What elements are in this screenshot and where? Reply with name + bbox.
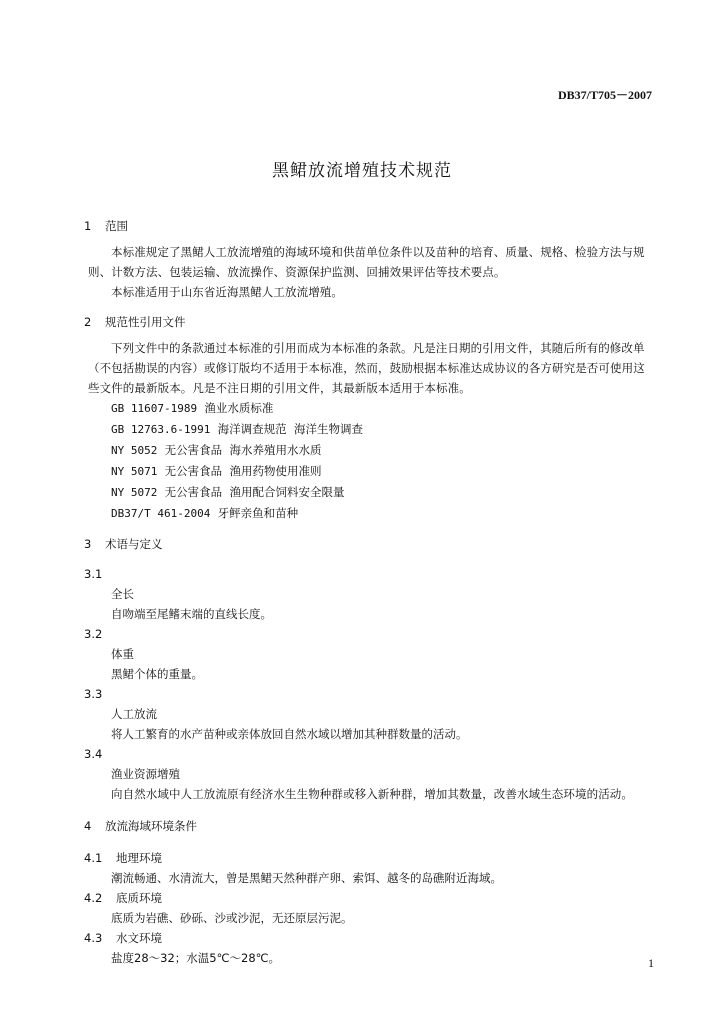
term-number: 3.4 xyxy=(84,747,103,761)
section-title: 范围 xyxy=(105,219,128,233)
term-name: 人工放流 xyxy=(111,707,157,721)
section-title: 规范性引用文件 xyxy=(105,315,186,329)
section-title: 放流海域环境条件 xyxy=(105,819,197,833)
term-definition: 黑鲪个体的重量。 xyxy=(111,667,203,681)
paragraph: 本标准适用于山东省近海黑鲪人工放流增殖。 xyxy=(111,285,343,299)
term-name: 渔业资源增殖 xyxy=(111,767,180,781)
term-definition: 自吻端至尾鳍末端的直线长度。 xyxy=(111,607,272,621)
term-name: 全长 xyxy=(111,587,134,601)
subsection-text: 底质为岩礁、砂砾、沙或沙泥，无还原层污泥。 xyxy=(111,911,353,925)
section-heading-2 xyxy=(84,314,654,330)
term-definition: 将人工繁育的水产苗种或亲体放回自然水域以增加其种群数量的活动。 xyxy=(111,727,468,741)
term-number: 3.3 xyxy=(84,687,103,701)
section-number: 3 xyxy=(84,537,92,551)
standard-code: DB37/T705－2007 xyxy=(557,88,652,102)
section-heading-4 xyxy=(84,818,654,834)
document-body xyxy=(84,218,654,968)
reference-item: NY 5052 无公害食品 海水养殖用水水质 xyxy=(111,443,322,457)
document-title: 黑鲪放流增殖技术规范 xyxy=(272,161,452,181)
subsection-heading: 4.1 地理环境 xyxy=(84,851,162,865)
reference-item: GB 11607-1989 渔业水质标准 xyxy=(111,401,274,415)
reference-item: GB 12763.6-1991 海洋调查规范 海洋生物调查 xyxy=(111,422,363,436)
term-entry xyxy=(84,624,654,684)
reference-item: NY 5072 无公害食品 渔用配合饲料安全限量 xyxy=(111,485,345,499)
paragraph: 本标准规定了黑鲪人工放流增殖的海域环境和供苗单位条件以及苗种的培育、质量、规格、检验方法与规则、计数方法、包装运输、放流操作、资源保护监测、回捕效果评估等技术要点。 xyxy=(88,245,645,279)
reference-item: DB37/T 461-2004 牙鲆亲鱼和苗种 xyxy=(111,506,299,520)
section-number: 4 xyxy=(84,819,92,833)
term-number: 3.1 xyxy=(84,567,103,581)
section-heading-3 xyxy=(84,536,654,552)
subsection-heading: 4.3 水文环境 xyxy=(84,931,162,945)
reference-item: NY 5071 无公害食品 渔用药物使用准则 xyxy=(111,464,322,478)
subsection-text: 潮流畅通、水清流大，曾是黑鲪天然种群产卵、索饵、越冬的岛礁附近海域。 xyxy=(111,871,502,885)
term-name: 体重 xyxy=(111,647,134,661)
paragraph: 下列文件中的条款通过本标准的引用而成为本标准的条款。凡是注日期的引用文件，其随后所有的修改单（不包括勘误的内容）或修订版均不适用于本标准，然而，鼓励根据本标准达成协议的各方研究是否可使用这些文件的最新版本。凡是不注日期的引用文件，其最新版本适用于本标准。 xyxy=(88,341,645,395)
term-definition: 向自然水域中人工放流原有经济水生生物种群或移入新种群，增加其数量，改善水域生态环境的活动。 xyxy=(111,787,633,801)
page-number: 1 xyxy=(648,956,654,970)
subsection xyxy=(84,888,654,928)
section-number: 2 xyxy=(84,315,92,329)
reference-list xyxy=(88,398,654,524)
subsection-heading: 4.2 底质环境 xyxy=(84,891,162,905)
term-entry xyxy=(84,744,654,804)
section-title: 术语与定义 xyxy=(105,537,163,551)
section-number: 1 xyxy=(84,219,92,233)
subsection-text: 盐度28～32；水温5℃～28℃。 xyxy=(111,951,281,965)
term-entry xyxy=(84,564,654,624)
term-entry xyxy=(84,684,654,744)
subsection xyxy=(84,848,654,888)
section-heading-1 xyxy=(84,218,654,234)
subsection xyxy=(84,928,654,968)
term-number: 3.2 xyxy=(84,627,103,641)
